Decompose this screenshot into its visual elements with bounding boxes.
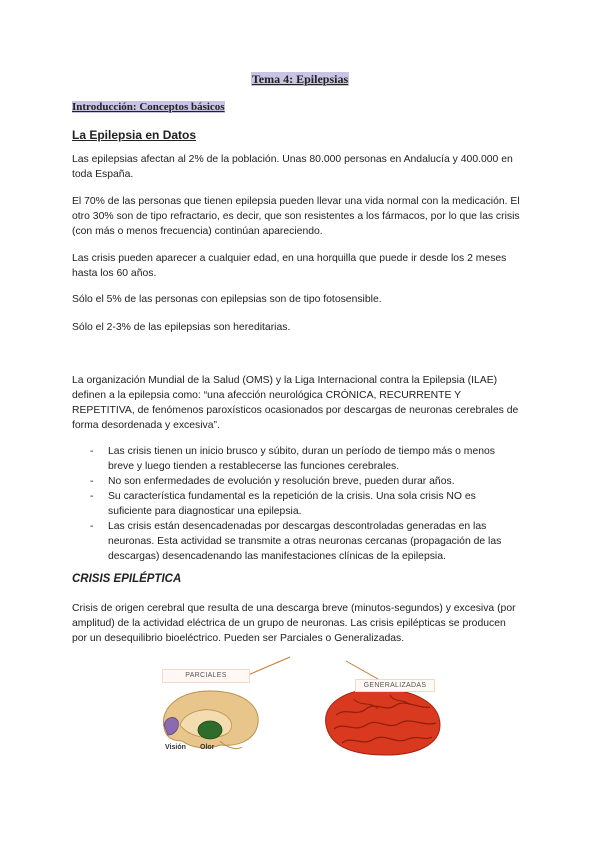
document-title: Tema 4: Epilepsias bbox=[251, 72, 349, 86]
caption-olor: Olor bbox=[200, 744, 215, 751]
paragraph-prevalence: Las epilepsias afectan al 2% de la población. Unas 80.000 personas en Andalucía y 400.000 en toda España. bbox=[72, 154, 513, 180]
brain-figure bbox=[150, 655, 460, 765]
arrow-general bbox=[346, 661, 378, 679]
list-item: - Las crisis están desencadenadas por descargas descontroladas generadas en las neuronas. Esta actividad se transmite a otras neuronas cercanas (propagación de las descargas) desencadenando las manifestaciones clínicas de la epilepsia. bbox=[72, 519, 522, 564]
paragraph-medication: El 70% de las personas que tienen epilepsia pueden llevar una vida normal con la medicación. El otro 30% son de tipo refractario, es decir, que son resistentes a los fármacos, por lo que las crisis (con más o menos frecuencia) continúan apareciendo. bbox=[72, 196, 520, 237]
section-heading-crisis: CRISIS EPILÉPTICA bbox=[72, 573, 182, 585]
label-generalizadas: GENERALIZADAS bbox=[355, 679, 435, 692]
arrow-partial bbox=[248, 657, 290, 675]
list-item: - No son enfermedades de evolución y resolución breve, pueden durar años. bbox=[72, 474, 522, 489]
intro-heading: Introducción: Conceptos básicos bbox=[72, 101, 225, 113]
characteristics-list bbox=[72, 444, 522, 564]
paragraph-age-range: Las crisis pueden aparecer a cualquier edad, en una horquilla que puede ir desde los 2 meses hasta los 60 años. bbox=[72, 253, 507, 279]
paragraph-photosensitive: Sólo el 5% de las personas con epilepsias son de tipo fotosensible. bbox=[72, 294, 382, 305]
paragraph-crisis-definition: Crisis de origen cerebral que resulta de una descarga breve (minutos-segundos) y excesiva (por amplitud) de la actividad eléctrica de un grupo de neuronas. Las crisis epilépticas se producen por un desequilibrio bioeléctrico. Pueden ser Parciales o Generalizadas. bbox=[72, 603, 516, 644]
list-item: - Las crisis tienen un inicio brusco y súbito, duran un período de tiempo más o menos breve y luego tienden a restablecerse las funciones cerebrales. bbox=[72, 444, 522, 474]
paragraph-hereditary: Sólo el 2-3% de las epilepsias son hereditarias. bbox=[72, 322, 291, 333]
list-item: - Su característica fundamental es la repetición de la crisis. Una sola crisis NO es suficiente para diagnosticar una epilepsia. bbox=[72, 489, 522, 519]
partial-brain bbox=[163, 691, 258, 749]
caption-vision: Visión bbox=[165, 744, 186, 751]
label-parciales: PARCIALES bbox=[162, 669, 250, 683]
paragraph-definition: La organización Mundial de la Salud (OMS) y la Liga Internacional contra la Epilepsia (ILAE) definen a la epilepsia como: “una afección neurológica CRÓNICA, RECURRENTE Y REPETITIVA, de fenómenos paroxísticos ocasionados por descargas de neuronas cerebrales de forma desordenada y excesiva”. bbox=[72, 375, 519, 431]
generalized-brain bbox=[326, 689, 440, 755]
section-heading-datos: La Epilepsia en Datos bbox=[72, 128, 197, 142]
